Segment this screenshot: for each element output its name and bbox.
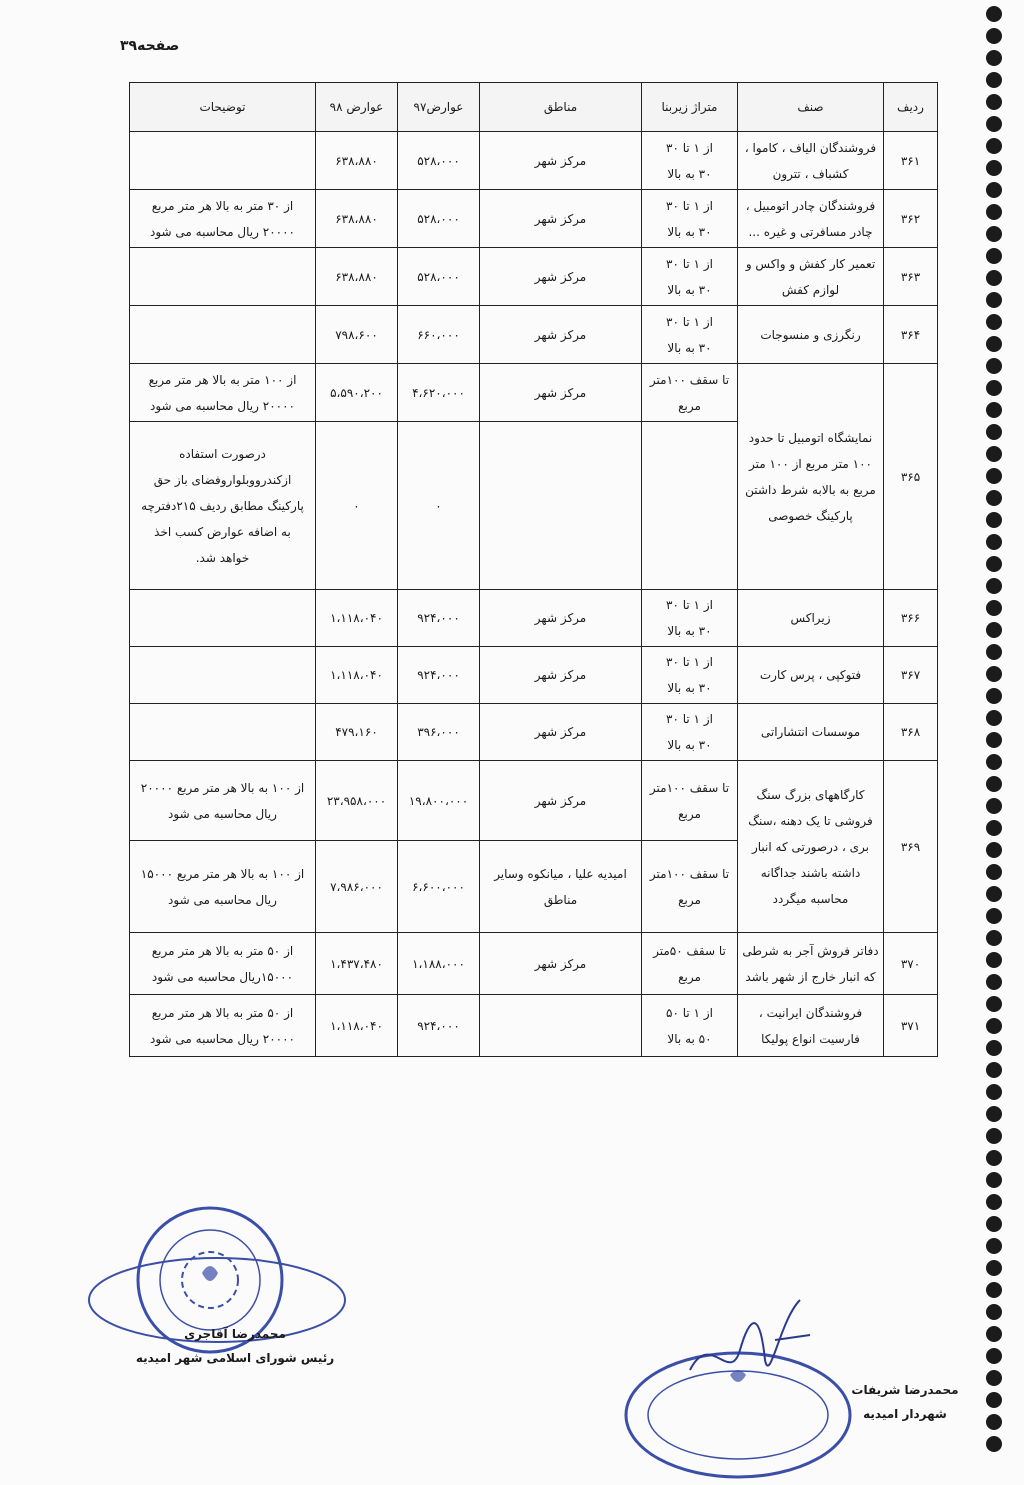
text-line: ۳۰ به بالا bbox=[667, 738, 712, 752]
text-line: فروشی تا یک دهنه ،سنگ bbox=[748, 813, 873, 828]
notes-cell bbox=[130, 132, 316, 190]
text-line: فارسیت انواع پولیکا bbox=[761, 1031, 860, 1046]
header-area: متراژ زیربنا bbox=[642, 83, 738, 132]
binding-hole bbox=[986, 754, 1002, 770]
zone-cell: مرکز شهر bbox=[480, 761, 642, 841]
row-number: ۳۶۷ bbox=[884, 647, 938, 704]
text-line: از ۱ تا ۳۰ bbox=[666, 712, 713, 726]
text-line: تا سقف ۵۰متر bbox=[653, 943, 726, 958]
binding-hole bbox=[986, 952, 1002, 968]
fee-97-cell: ۱،۱۸۸،۰۰۰ bbox=[398, 933, 480, 995]
notes-cell bbox=[130, 306, 316, 364]
text-line: از ۱۰۰ به بالا هر متر مربع ۱۵۰۰۰ bbox=[140, 866, 305, 881]
text-line: ازکندرووبلواروفضای باز حق bbox=[153, 472, 292, 487]
table-row bbox=[130, 647, 938, 704]
fee-98-cell: ۶۳۸،۸۸۰ bbox=[316, 248, 398, 306]
fee-97-cell: ۹۲۴،۰۰۰ bbox=[398, 647, 480, 704]
binding-hole bbox=[986, 314, 1002, 330]
fee-98-cell: ۶۳۸،۸۸۰ bbox=[316, 132, 398, 190]
guild-cell bbox=[738, 364, 884, 590]
fee-table bbox=[129, 82, 938, 1057]
text-line: ۳۰ به بالا bbox=[667, 624, 712, 638]
header-zone: مناطق bbox=[480, 83, 642, 132]
notes-cell bbox=[130, 704, 316, 761]
guild-cell bbox=[738, 995, 884, 1057]
text-line: فروشندگان ایرانیت ، bbox=[758, 1005, 863, 1020]
text-line: مربع bbox=[678, 806, 701, 821]
area-cell bbox=[642, 761, 738, 841]
row-number: ۳۷۰ bbox=[884, 933, 938, 995]
binding-hole bbox=[986, 710, 1002, 726]
zone-cell: امیدیه علیا ، میانکوه وسایر مناطق bbox=[480, 841, 642, 933]
fee-97-cell: ۹۲۴،۰۰۰ bbox=[398, 995, 480, 1057]
zone-cell: مرکز شهر bbox=[480, 647, 642, 704]
text-line: کارگاههای بزرگ سنگ bbox=[756, 787, 865, 802]
text-line: از ۱ تا ۳۰ bbox=[666, 198, 713, 213]
guild-cell bbox=[738, 704, 884, 761]
binding-hole bbox=[986, 666, 1002, 682]
row-number: ۳۶۳ bbox=[884, 248, 938, 306]
binding-hole bbox=[986, 578, 1002, 594]
binding-hole bbox=[986, 1326, 1002, 1342]
text-line: از ۱ تا ۳۰ bbox=[666, 256, 713, 271]
fee-97-cell: ۵۲۸،۰۰۰ bbox=[398, 190, 480, 248]
council-head-title: رئیس شورای اسلامی شهر امیدیه bbox=[135, 1351, 335, 1365]
binding-hole bbox=[986, 1370, 1002, 1386]
text-line: فتوکپی ، پرس کارت bbox=[759, 668, 862, 682]
table-row bbox=[130, 364, 938, 422]
binding-hole bbox=[986, 996, 1002, 1012]
fee-98-cell: ۴۷۹،۱۶۰ bbox=[316, 704, 398, 761]
fee-98-cell: ۱،۴۳۷،۴۸۰ bbox=[316, 933, 398, 995]
fee-97-cell: ۵۲۸،۰۰۰ bbox=[398, 248, 480, 306]
table-row bbox=[130, 248, 938, 306]
text-line: ۲۰۰۰۰ ریال محاسبه می شود bbox=[150, 398, 295, 413]
zone-cell: مرکز شهر bbox=[480, 248, 642, 306]
guild-cell bbox=[738, 933, 884, 995]
binding-hole bbox=[986, 1216, 1002, 1232]
fee-98-cell: ۱،۱۱۸،۰۴۰ bbox=[316, 647, 398, 704]
text-line: از ۱۰۰ متر به بالا هر متر مربع bbox=[148, 372, 297, 387]
text-line: مربع bbox=[678, 398, 701, 413]
binding-hole bbox=[986, 622, 1002, 638]
binding-hole bbox=[986, 1018, 1002, 1034]
table-row bbox=[130, 306, 938, 364]
notes-cell bbox=[130, 364, 316, 422]
header-fee-97: عوارض۹۷ bbox=[398, 83, 480, 132]
binding-hole bbox=[986, 402, 1002, 418]
table-row bbox=[130, 933, 938, 995]
text-line: ۳۰ به بالا bbox=[667, 224, 712, 239]
text-line: ۳۰ به بالا bbox=[667, 681, 712, 695]
binding-hole bbox=[986, 1238, 1002, 1254]
binding-hole bbox=[986, 490, 1002, 506]
binding-hole bbox=[986, 600, 1002, 616]
notes-cell bbox=[130, 647, 316, 704]
zone-cell bbox=[480, 422, 642, 590]
row-number: ۳۶۶ bbox=[884, 590, 938, 647]
binding-hole bbox=[986, 182, 1002, 198]
binding-hole bbox=[986, 1348, 1002, 1364]
text-line: نمایشگاه اتومبیل تا حدود bbox=[748, 430, 873, 445]
fee-98-cell: ۷۹۸،۶۰۰ bbox=[316, 306, 398, 364]
area-cell bbox=[642, 647, 738, 704]
binding-hole bbox=[986, 864, 1002, 880]
binding-hole bbox=[986, 930, 1002, 946]
spiral-binding bbox=[986, 0, 1010, 1447]
guild-cell bbox=[738, 647, 884, 704]
text-line: فروشندگان چادر اتومبیل ، bbox=[745, 198, 876, 213]
fee-97-cell: ۳۹۶،۰۰۰ bbox=[398, 704, 480, 761]
text-line: چادر مسافرتی و غیره ... bbox=[748, 224, 873, 239]
council-signature-block bbox=[110, 1327, 360, 1365]
table-row bbox=[130, 761, 938, 841]
text-line: مربع bbox=[678, 892, 701, 907]
binding-hole bbox=[986, 908, 1002, 924]
row-number: ۳۷۱ bbox=[884, 995, 938, 1057]
row-number: ۳۶۹ bbox=[884, 761, 938, 933]
fee-97-cell: ۵۲۸،۰۰۰ bbox=[398, 132, 480, 190]
text-line: پارکینگ خصوصی bbox=[768, 508, 853, 523]
text-line: ۱۵۰۰۰ریال محاسبه می شود bbox=[151, 969, 294, 984]
fee-98-cell: ۵،۵۹۰،۲۰۰ bbox=[316, 364, 398, 422]
row-number: ۳۶۲ bbox=[884, 190, 938, 248]
table-body bbox=[130, 132, 938, 1057]
area-cell bbox=[642, 590, 738, 647]
guild-cell bbox=[738, 590, 884, 647]
fee-97-cell: ۱۹،۸۰۰،۰۰۰ bbox=[398, 761, 480, 841]
binding-hole bbox=[986, 974, 1002, 990]
binding-hole bbox=[986, 1282, 1002, 1298]
binding-hole bbox=[986, 1436, 1002, 1452]
notes-cell bbox=[130, 933, 316, 995]
table-row bbox=[130, 190, 938, 248]
notes-cell bbox=[130, 590, 316, 647]
binding-hole bbox=[986, 1392, 1002, 1408]
text-line: از ۱ تا ۳۰ bbox=[666, 140, 713, 155]
text-line: ۵۰ به بالا bbox=[667, 1031, 712, 1046]
page-number: صفحه۳۹ bbox=[120, 38, 180, 54]
binding-hole bbox=[986, 1304, 1002, 1320]
binding-hole bbox=[986, 248, 1002, 264]
binding-hole bbox=[986, 512, 1002, 528]
area-cell bbox=[642, 933, 738, 995]
area-cell bbox=[642, 704, 738, 761]
text-line: ریال محاسبه می شود bbox=[168, 892, 277, 907]
notes-cell bbox=[130, 248, 316, 306]
council-head-name: محمدرضا آقاجری bbox=[184, 1327, 286, 1341]
fee-98-cell: ۷،۹۸۶،۰۰۰ bbox=[316, 841, 398, 933]
binding-hole bbox=[986, 94, 1002, 110]
text-line: تا سقف ۱۰۰متر bbox=[649, 780, 730, 795]
binding-hole bbox=[986, 1128, 1002, 1144]
text-line: ۳۰ به بالا bbox=[667, 340, 712, 355]
binding-hole bbox=[986, 204, 1002, 220]
text-line: محاسبه میگردد bbox=[772, 891, 849, 906]
text-line: فروشندگان الیاف ، کاموا ، bbox=[744, 140, 877, 155]
zone-cell: مرکز شهر bbox=[480, 132, 642, 190]
text-line: از ۱ تا ۳۰ bbox=[666, 314, 713, 329]
notes-cell bbox=[130, 190, 316, 248]
text-line: از ۱ تا ۳۰ bbox=[666, 655, 713, 669]
binding-hole bbox=[986, 446, 1002, 462]
text-line: از ۱ تا ۳۰ bbox=[666, 598, 713, 612]
zone-cell: مرکز شهر bbox=[480, 704, 642, 761]
binding-hole bbox=[986, 1260, 1002, 1276]
binding-hole bbox=[986, 1040, 1002, 1056]
text-line: به اضافه عوارض کسب اخذ bbox=[154, 524, 291, 539]
text-line: از ۳۰ متر به بالا هر متر مربع bbox=[151, 198, 294, 213]
binding-hole bbox=[986, 116, 1002, 132]
binding-hole bbox=[986, 160, 1002, 176]
fee-98-cell: ۲۳،۹۵۸،۰۰۰ bbox=[316, 761, 398, 841]
binding-hole bbox=[986, 1172, 1002, 1188]
header-guild: صنف bbox=[738, 83, 884, 132]
text-line: کشباف ، تترون bbox=[772, 166, 849, 181]
binding-hole bbox=[986, 1150, 1002, 1166]
guild-cell bbox=[738, 761, 884, 933]
notes-cell bbox=[130, 841, 316, 933]
area-cell bbox=[642, 306, 738, 364]
text-line: مربع bbox=[678, 969, 701, 984]
table-header-row bbox=[130, 83, 938, 132]
fee-98-cell: ۰ bbox=[316, 422, 398, 590]
text-line: خواهد شد. bbox=[195, 550, 250, 565]
binding-hole bbox=[986, 732, 1002, 748]
mayor-title: شهردار امیدیه bbox=[863, 1407, 947, 1421]
binding-hole bbox=[986, 292, 1002, 308]
text-line: ۳۰ به بالا bbox=[667, 166, 712, 181]
fee-97-cell: ۶،۶۰۰،۰۰۰ bbox=[398, 841, 480, 933]
row-number: ۳۶۸ bbox=[884, 704, 938, 761]
binding-hole bbox=[986, 886, 1002, 902]
zone-cell bbox=[480, 995, 642, 1057]
text-line: ۱۰۰ متر مربع از ۱۰۰ متر bbox=[748, 456, 872, 471]
binding-hole bbox=[986, 1106, 1002, 1122]
text-line: موسسات انتشاراتی bbox=[760, 725, 861, 739]
binding-hole bbox=[986, 72, 1002, 88]
zone-cell: مرکز شهر bbox=[480, 364, 642, 422]
binding-hole bbox=[986, 798, 1002, 814]
text-line: مربع به بالابه شرط داشتن bbox=[745, 482, 876, 497]
guild-cell bbox=[738, 190, 884, 248]
text-line: که انبار خارج از شهر باشد bbox=[745, 969, 876, 984]
binding-hole bbox=[986, 6, 1002, 22]
fee-97-cell: ۴،۶۲۰،۰۰۰ bbox=[398, 364, 480, 422]
text-line: لوازم کفش bbox=[781, 282, 840, 297]
text-line: داشته باشند جداگانه bbox=[760, 865, 861, 880]
header-notes: توضیحات bbox=[130, 83, 316, 132]
binding-hole bbox=[986, 50, 1002, 66]
zone-cell: مرکز شهر bbox=[480, 190, 642, 248]
binding-hole bbox=[986, 226, 1002, 242]
binding-hole bbox=[986, 556, 1002, 572]
row-number: ۳۶۵ bbox=[884, 364, 938, 590]
text-line: از ۱۰۰ به بالا هر متر مربع ۲۰۰۰۰ bbox=[140, 780, 305, 795]
fee-97-cell: ۹۲۴،۰۰۰ bbox=[398, 590, 480, 647]
area-cell bbox=[642, 248, 738, 306]
zone-cell: مرکز شهر bbox=[480, 933, 642, 995]
binding-hole bbox=[986, 336, 1002, 352]
binding-hole bbox=[986, 270, 1002, 286]
text-line: رنگرزی و منسوجات bbox=[760, 327, 861, 342]
header-row-number: ردیف bbox=[884, 83, 938, 132]
text-line: زیراکس bbox=[790, 611, 831, 625]
area-cell bbox=[642, 422, 738, 590]
binding-hole bbox=[986, 1414, 1002, 1430]
binding-hole bbox=[986, 468, 1002, 484]
zone-cell: مرکز شهر bbox=[480, 306, 642, 364]
table-row bbox=[130, 704, 938, 761]
binding-hole bbox=[986, 1062, 1002, 1078]
fee-97-cell: ۶۶۰،۰۰۰ bbox=[398, 306, 480, 364]
area-cell bbox=[642, 841, 738, 933]
zone-cell: مرکز شهر bbox=[480, 590, 642, 647]
text-line: ۳۰ به بالا bbox=[667, 282, 712, 297]
binding-hole bbox=[986, 28, 1002, 44]
binding-hole bbox=[986, 380, 1002, 396]
text-line: ۲۰۰۰۰ ریال محاسبه می شود bbox=[150, 224, 295, 239]
notes-cell bbox=[130, 995, 316, 1057]
text-line: تعمیر کار کفش و واکس و bbox=[745, 256, 876, 271]
text-line: از ۵۰ متر به بالا هر متر مربع bbox=[151, 1005, 294, 1020]
text-line: تا سقف ۱۰۰متر bbox=[649, 866, 730, 881]
binding-hole bbox=[986, 644, 1002, 660]
table-row bbox=[130, 995, 938, 1057]
area-cell bbox=[642, 132, 738, 190]
binding-hole bbox=[986, 1084, 1002, 1100]
binding-hole bbox=[986, 776, 1002, 792]
notes-cell bbox=[130, 422, 316, 590]
notes-cell bbox=[130, 761, 316, 841]
text-line: بری ، درصورتی که انبار bbox=[751, 839, 870, 854]
row-number: ۳۶۴ bbox=[884, 306, 938, 364]
row-number: ۳۶۱ bbox=[884, 132, 938, 190]
binding-hole bbox=[986, 534, 1002, 550]
area-cell bbox=[642, 364, 738, 422]
header-fee-98: عوارض ۹۸ bbox=[316, 83, 398, 132]
binding-hole bbox=[986, 1194, 1002, 1210]
fee-97-cell: ۰ bbox=[398, 422, 480, 590]
guild-cell bbox=[738, 306, 884, 364]
guild-cell bbox=[738, 132, 884, 190]
text-line: درصورت استفاده bbox=[179, 446, 266, 461]
fee-98-cell: ۶۳۸،۸۸۰ bbox=[316, 190, 398, 248]
binding-hole bbox=[986, 138, 1002, 154]
text-line: پارکینگ مطابق ردیف ۲۱۵دفترچه bbox=[141, 498, 304, 513]
text-line: از ۵۰ متر به بالا هر متر مربع bbox=[151, 943, 294, 958]
binding-hole bbox=[986, 842, 1002, 858]
area-cell bbox=[642, 190, 738, 248]
table-row bbox=[130, 590, 938, 647]
binding-hole bbox=[986, 358, 1002, 374]
mayor-signature-block bbox=[840, 1383, 970, 1421]
fee-98-cell: ۱،۱۱۸،۰۴۰ bbox=[316, 590, 398, 647]
mayor-name: محمدرضا شریفات bbox=[851, 1383, 959, 1397]
text-line: ریال محاسبه می شود bbox=[168, 806, 277, 821]
area-cell bbox=[642, 995, 738, 1057]
binding-hole bbox=[986, 820, 1002, 836]
binding-hole bbox=[986, 424, 1002, 440]
binding-hole bbox=[986, 688, 1002, 704]
text-line: تا سقف ۱۰۰متر bbox=[649, 372, 730, 387]
text-line: دفاتر فروش آجر به شرطی bbox=[742, 943, 879, 958]
fee-98-cell: ۱،۱۱۸،۰۴۰ bbox=[316, 995, 398, 1057]
guild-cell bbox=[738, 248, 884, 306]
text-line: ۲۰۰۰۰ ریال محاسبه می شود bbox=[150, 1031, 295, 1046]
text-line: از ۱ تا ۵۰ bbox=[666, 1005, 713, 1020]
mayor-signature bbox=[680, 1290, 820, 1390]
table-row bbox=[130, 132, 938, 190]
